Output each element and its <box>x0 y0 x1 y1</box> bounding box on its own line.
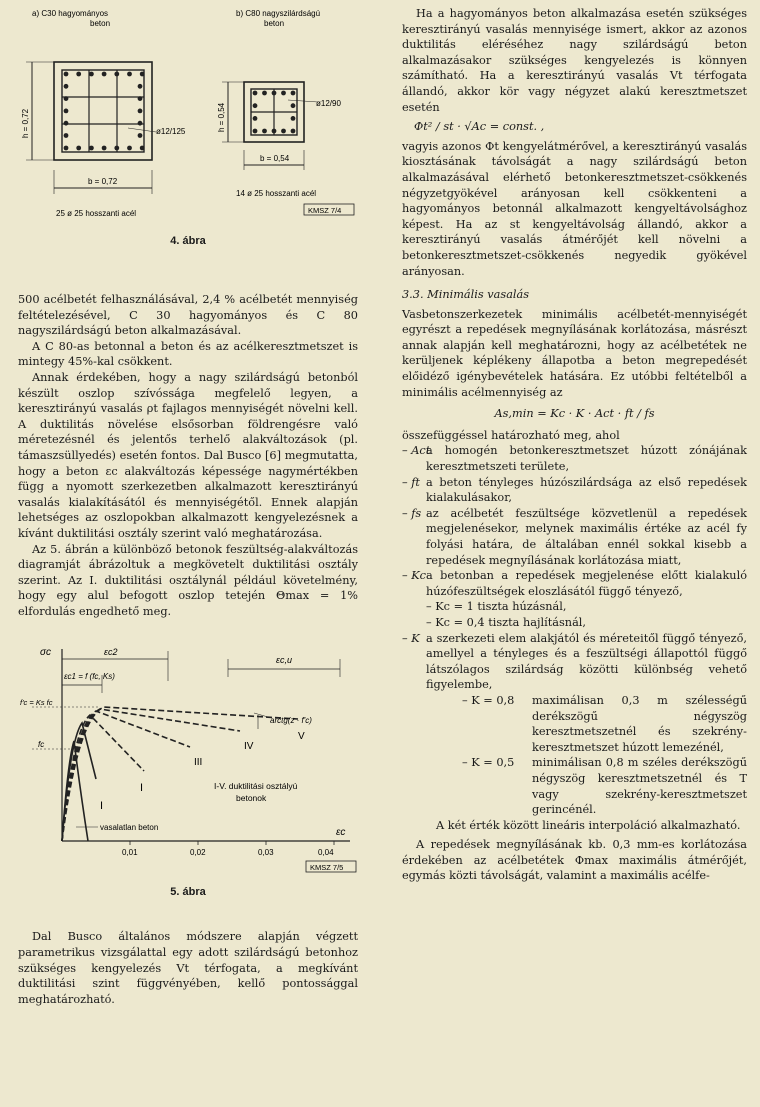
fig5-tick-2: 0,02 <box>190 848 206 858</box>
left-column <box>18 0 358 1007</box>
paragraph: Annak érdekében, hogy a nagy szilárdságú betonból készült oszlop szívóssága megfelelő legyen, a keresztirányú vasalás ρt fajlagos mennyiségét növelni kell. A duktilitás növelése elsősorban földrengésre való méretezésnél és jelentős terhelő alakváltozások (pl. támaszsüllyedés) esetén fontos. Dal Busco [6] megmutatta, hogy a beton εc alakváltozás képessége nagymértékben függ a nyomott szerkezetben alkalmazott keresztirányú vasalás kialakításától és mennyiségétől. Ennek alapján lehetséges az oszlopokban alkalmazott kengyelezésnek a kívánt duktilitási osztály szerint való meghatározása. <box>18 370 358 540</box>
fig4-b-a: b = 0,72 <box>88 177 118 186</box>
kc-value: – Kc = 0,4 tiszta hajlításnál, <box>426 615 587 629</box>
rebar-dot <box>291 91 296 96</box>
fig5-ec2: εc2 <box>104 647 118 658</box>
rebar-dot <box>89 72 94 77</box>
rebar-dot <box>138 84 143 89</box>
rebar-dot <box>253 129 258 134</box>
rebar-dot <box>281 91 286 96</box>
definition-item: – K a szerkezeti elem alakjától és méreteitől függő tényező, amellyel a tényleges és a feszültségi állapottól függő látszólagos szilárdság közötti különbség vehető figyelembe, <box>402 631 747 692</box>
rebar-dot <box>76 72 81 77</box>
paragraph: Dal Busco általános módszere alapján végzett parametrikus vizsgálattal egy adott szilárdságú betonhoz szükséges kengyelezés Vt térfogata, a megkívánt duktilitási szint függvényében, kellő pontossággal meghatározható. <box>18 930 358 1006</box>
equation-2: As,min = Kc · K · Act · ft / fs <box>494 407 655 421</box>
paragraph: Vasbetonszerkezetek minimális acélbetét-mennyiségét egyrészt a repedések megnyílásának korlátozása, másrészt annak alapján kell meghatározni, hogy az acélbetétek ne kerüljenek képlékeny állapotba a beton megrepedését előidéző igénybevételek hatására. Ez utóbbi feltételből a minimális acélmennyiség az <box>402 307 747 399</box>
fig4-h-b: h = 0,54 <box>217 102 226 132</box>
paragraph: A C 80-as betonnal a beton és az acélkeresztmetszet is mintegy 45%-kal csökkent. <box>18 339 358 369</box>
rebar-dot <box>64 133 69 138</box>
rebar-dot <box>140 72 145 77</box>
equation-1: Φt² / st · √Ac = const. , <box>414 120 545 134</box>
paragraph: összefüggéssel határozható meg, ahol <box>402 428 620 442</box>
rebar-dot <box>291 103 296 108</box>
rebar-dot <box>272 129 277 134</box>
rebar-dot <box>291 129 296 134</box>
rebar-dot <box>127 146 132 151</box>
fig5-code: KMSZ 7/5 <box>310 863 344 873</box>
fig5-ec1: εc1 = f (fc, Ks) <box>64 672 115 682</box>
rebar-dot <box>138 96 143 101</box>
paragraph: Az 5. ábrán a különböző betonok feszültség-alakváltozás diagramját ábrázoltuk a megkövetelt duktilitási osztály szerint. Az I. duktilitási osztálynál például követelmény, hogy egy alul befogott oszlop tetején Θmax = 1% elfordulás engedhető meg. <box>18 542 358 618</box>
fig5-tick-1: 0,01 <box>122 848 138 858</box>
figure-5-caption: 5. ábra <box>170 886 206 899</box>
fig5-fc-ks: f'c = Ks fc <box>20 698 53 708</box>
fig4-stirrup-b: ø12/90 <box>316 99 341 108</box>
rebar-dot <box>140 146 145 151</box>
fig4-h-a: h = 0,72 <box>21 108 30 138</box>
fig5-x-axis: εc <box>336 827 346 839</box>
fig5-arctg: arctg(z · f'c) <box>270 716 312 726</box>
fig5-tick-3: 0,03 <box>258 848 274 858</box>
fig4-label-b: b) C80 nagyszilárdságú <box>236 9 321 18</box>
rebar-dot <box>64 121 69 126</box>
fig4-stirrup-a: ø12/125 <box>156 127 186 136</box>
rebar-dot <box>76 146 81 151</box>
fig5-roman-5: V <box>298 731 305 743</box>
rebar-dot <box>89 146 94 151</box>
rebar-dot <box>138 121 143 126</box>
fig5-roman-3: III <box>194 757 203 769</box>
rebar-dot <box>138 109 143 114</box>
definition-item: – ft a beton tényleges húzószilárdsága az első repedések kialakulásakor, <box>402 475 747 505</box>
rebar-dot <box>102 72 107 77</box>
definition-list <box>402 443 747 693</box>
fig4-bars-a: 25 ø 25 hosszanti acél <box>56 209 137 218</box>
fig5-roman-1: I <box>100 800 104 813</box>
rebar-dot <box>64 84 69 89</box>
definition-item: – fs az acélbetét feszültsége közvetlenül a repedések megjelenésekor, melynek maximális értéke az acél fy folyási határa, de általában ennél sokkal kisebb a repedések megnyílásának korlátozása miatt, <box>402 506 747 567</box>
fig5-roman-1b: I <box>140 782 144 795</box>
rebar-dot <box>262 91 267 96</box>
definition-item: – Act a homogén betonkeresztmetszet húzott zónájának keresztmetszeti területe, <box>402 444 747 474</box>
figure-4-drawing <box>18 0 358 262</box>
kc-value: – Kc = 1 tiszta húzásnál, <box>426 600 567 614</box>
paragraph: A két érték között lineáris interpoláció alkalmazható. <box>436 818 741 832</box>
fig5-tick-4: 0,04 <box>318 848 334 858</box>
rebar-dot <box>253 103 258 108</box>
rebar-dot <box>64 109 69 114</box>
figure-5-drawing <box>18 629 358 909</box>
fig4-label-b2: beton <box>264 19 285 28</box>
fig4-label-a: a) C30 hagyományos <box>32 9 109 18</box>
right-column <box>402 0 747 884</box>
rebar-dot <box>127 72 132 77</box>
fig5-ecu: εc,u <box>276 655 292 666</box>
section-heading: 3.3. Minimális vasalás <box>402 288 530 302</box>
rebar-dot <box>64 72 69 77</box>
k-value-1: – K = 0,8 maximálisan 0,3 m szélességű derékszögű négyszög keresztmetszetnél és szekrény-keresztmetszet húzott lemezénél, <box>462 693 747 754</box>
fig4-label-a2: beton <box>90 19 111 28</box>
fig4-bars-b: 14 ø 25 hosszanti acél <box>236 189 317 198</box>
fig5-legend1: I-V. duktilitási osztályú <box>214 781 298 792</box>
paragraph: Ha a hagyományos beton alkalmazása esetén szükséges keresztirányú vasalás mennyisége ismert, akkor az azonos duktilitás eléréséhez nagy szilárdságú beton alkalmazásakor szükséges kengyelezés is könnyen számítható. Ha a keresztirányú vasalás Vt térfogata állandó, akkor kör vagy négyzet alakú keresztmetszet esetén <box>402 7 747 114</box>
rebar-dot <box>138 133 143 138</box>
figure-4-caption: 4. ábra <box>170 235 206 247</box>
rebar-dot <box>253 91 258 96</box>
fig5-fc: fc <box>38 740 45 750</box>
paragraph: 500 acélbetét felhasználásával, 2,4 % acélbetét mennyiség feltételezésével, C 30 hagyományos és C 80 nagyszilárdságú beton alkalmazásával. <box>18 293 358 338</box>
figure-4 <box>18 0 358 292</box>
rebar-dot <box>291 116 296 121</box>
rebar-dot <box>272 91 277 96</box>
rebar-dot <box>114 146 119 151</box>
k-value-2: – K = 0,5 minimálisan 0,8 m széles derékszögű négyszög keresztmetszetnél és T vagy szekrény-keresztmetszet gerincénél. <box>462 756 747 817</box>
fig5-y-axis: σc <box>40 647 52 659</box>
rebar-dot <box>64 96 69 101</box>
fig4-b-b: b = 0,54 <box>260 154 290 163</box>
fig5-roman-4: IV <box>244 741 254 753</box>
definition-item: – Kc a betonban a repedések megjelenése előtt kialakuló húzófeszültségek eloszlásától függő tényező, <box>402 569 747 598</box>
fig5-legend2: betonok <box>236 793 267 804</box>
rebar-dot <box>114 72 119 77</box>
fig5-plain: vasalatlan beton <box>100 823 159 833</box>
paragraph: A repedések megnyílásának kb. 0,3 mm-es korlátozása érdekében az acélbetétek Φmax maximális átmérőjét, egymás közti távolságát, valamint a maximális acélfe- <box>402 838 747 883</box>
rebar-dot <box>102 146 107 151</box>
fig4-code: KMSZ 7/4 <box>308 206 342 215</box>
rebar-dot <box>253 116 258 121</box>
rebar-dot <box>281 129 286 134</box>
figure-5 <box>18 629 358 929</box>
rebar-dot <box>64 146 69 151</box>
rebar-dot <box>262 129 267 134</box>
paragraph: vagyis azonos Φt kengyelátmérővel, a keresztirányú vasalás kiosztásának távolságát a nagy szilárdságú beton alkalmazásával elérhető betonkeresztmetszet-csökkenés négyzetgyökével arányosan kell csökkenteni a hagyományos betonnál alkalmazott kengyeltávolsághoz képest. Ha az st kengyeltávolság állandó, akkor a keresztirányú vasalás átmérőjét kell növelni a betonkeresztmetszet-csökkenés negyedik gyökével arányosan. <box>402 139 747 278</box>
